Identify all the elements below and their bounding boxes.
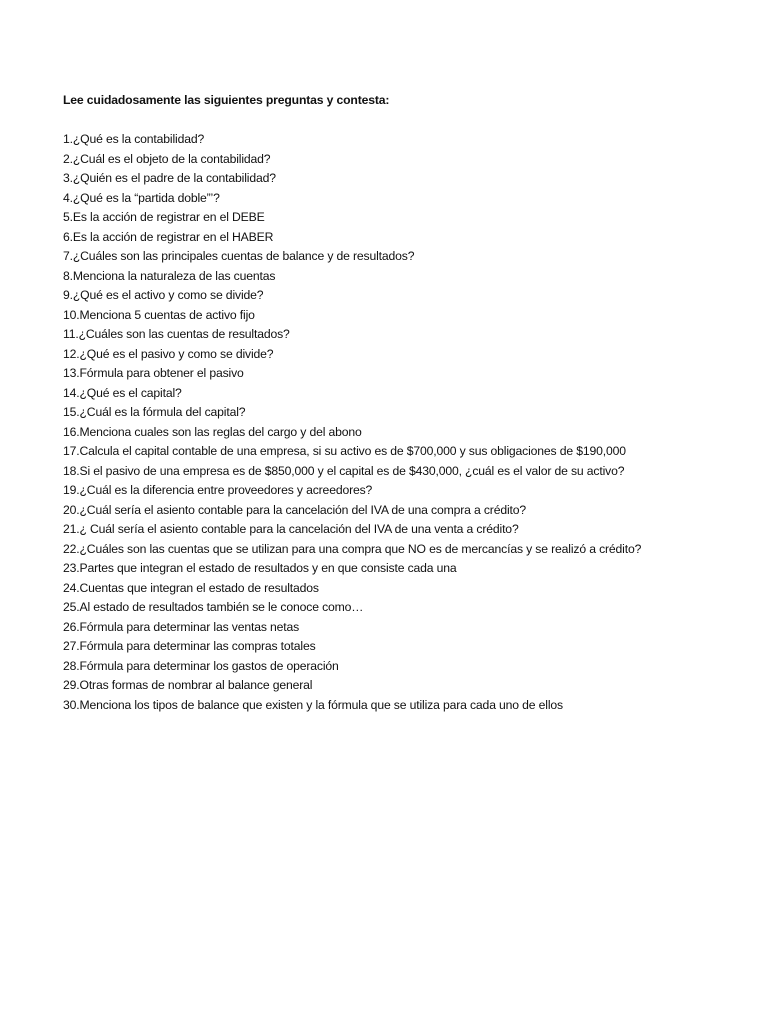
question-item: 10.Menciona 5 cuentas de activo fijo xyxy=(63,307,255,322)
question-item: 5.Es la acción de registrar en el DEBE xyxy=(63,210,265,224)
question-item: 2.¿Cuál es el objeto de la contabilidad? xyxy=(63,151,271,166)
question-item: 8.Menciona la naturaleza de las cuentas xyxy=(63,268,276,283)
question-item: 16.Menciona cuales son las reglas del cargo y del abono xyxy=(63,424,362,439)
question-item: 28.Fórmula para determinar los gastos de operación xyxy=(63,658,339,673)
question-item: 23.Partes que integran el estado de resultados y en que consiste cada una xyxy=(63,561,457,575)
instructions-heading: Lee cuidadosamente las siguientes preguntas y contesta: xyxy=(63,93,390,107)
blank-line xyxy=(63,111,743,131)
question-item: 12.¿Qué es el pasivo y como se divide? xyxy=(63,346,274,361)
question-item: 13.Fórmula para obtener el pasivo xyxy=(63,366,244,380)
question-item: 6.Es la acción de registrar en el HABER xyxy=(63,229,274,244)
question-item: 4.¿Qué es la “partida doble”’? xyxy=(63,190,220,205)
question-item: 11.¿Cuáles son las cuentas de resultados? xyxy=(63,327,290,341)
question-item: 26.Fórmula para determinar las ventas netas xyxy=(63,619,300,634)
question-item: 21.¿ Cuál sería el asiento contable para la cancelación del IVA de una venta a crédito? xyxy=(63,522,519,536)
question-item: 19.¿Cuál es la diferencia entre proveedores y acreedores? xyxy=(63,483,373,497)
question-item: 3.¿Quién es el padre de la contabilidad? xyxy=(63,171,276,185)
question-item: 7.¿Cuáles son las principales cuentas de balance y de resultados? xyxy=(63,249,415,263)
question-item: 18.Si el pasivo de una empresa es de $850,000 y el capital es de $430,000, ¿cuál es el valor de su activo? xyxy=(63,463,625,478)
question-item: 25.Al estado de resultados también se le conoce como… xyxy=(63,600,364,614)
question-item: 17.Calcula el capital contable de una empresa, si su activo es de $700,000 y sus obligaciones de $190,000 xyxy=(63,444,626,458)
document-content xyxy=(63,91,743,715)
question-item: 27.Fórmula para determinar las compras totales xyxy=(63,639,316,653)
question-list xyxy=(63,130,743,715)
question-item: 29.Otras formas de nombrar al balance general xyxy=(63,678,313,692)
question-item: 15.¿Cuál es la fórmula del capital? xyxy=(63,405,246,419)
question-item: 22.¿Cuáles son las cuentas que se utilizan para una compra que NO es de mercancías y se realizó a crédito? xyxy=(63,541,642,556)
question-item: 20.¿Cuál sería el asiento contable para la cancelación del IVA de una compra a crédito? xyxy=(63,502,527,517)
question-item: 30.Menciona los tipos de balance que existen y la fórmula que se utiliza para cada uno de ellos xyxy=(63,697,563,712)
question-item: 9.¿Qué es el activo y como se divide? xyxy=(63,288,264,302)
question-item: 1.¿Qué es la contabilidad? xyxy=(63,132,205,146)
question-item: 24.Cuentas que integran el estado de resultados xyxy=(63,580,319,595)
question-item: 14.¿Qué es el capital? xyxy=(63,385,182,400)
